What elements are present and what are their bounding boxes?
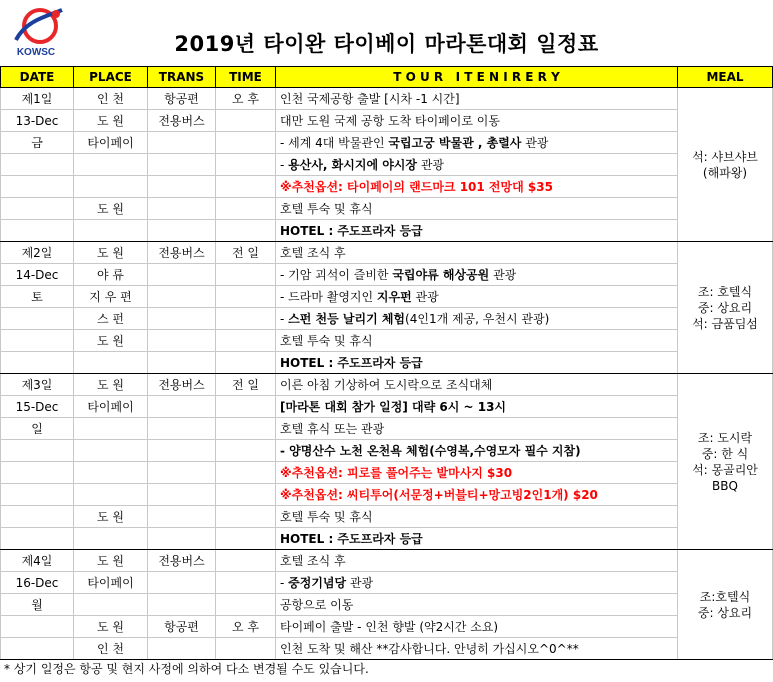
table-row [1,572,773,594]
date-cell: 일 [1,418,74,440]
date-cell [1,638,74,660]
meal-line: (해파왕) [702,165,748,180]
tour-text-part: 관광 [411,290,439,304]
table-row [1,594,773,616]
page-title: 2019년 타이완 타이베이 마라톤대회 일정표 [174,32,599,56]
time-cell [216,440,276,462]
meal-cell [678,374,773,550]
table-row [1,374,773,396]
date-cell [1,484,74,506]
date-cell: 13-Dec [1,110,74,132]
table-row [1,110,773,132]
tour-cell [276,286,678,308]
header-time: TIME [216,67,276,88]
time-cell [216,330,276,352]
trans-cell: 전용버스 [148,242,216,264]
header-place: PLACE [74,67,148,88]
tour-text-part: - [280,312,289,326]
table-row [1,528,773,550]
trans-cell [148,132,216,154]
time-cell [216,132,276,154]
tour-text-part: (4인1개 제공, 우천시 관광) [405,312,550,326]
tour-cell: 인천 도착 및 해산 **감사합니다. 안녕히 가십시오^0^** [276,638,678,660]
place-cell: 인 천 [74,638,148,660]
time-cell: 전 일 [216,242,276,264]
table-row [1,264,773,286]
place-cell: 도 원 [74,242,148,264]
tour-text-part: 관광 [417,158,444,172]
tour-cell [276,264,678,286]
tour-text-part: 국립고궁 박물관 , 총렬사 [388,136,522,150]
table-row [1,198,773,220]
tour-cell: 호텔 투숙 및 휴식 [276,198,678,220]
time-cell [216,506,276,528]
place-cell [74,462,148,484]
tour-text-part: - 드라마 촬영지인 [280,290,377,304]
meal-cell [678,242,773,374]
place-cell [74,528,148,550]
table-row [1,506,773,528]
date-cell: 제3일 [1,374,74,396]
tour-cell [276,154,678,176]
place-cell: 도 원 [74,374,148,396]
tour-cell: HOTEL : 주도프라자 등급 [276,220,678,242]
place-cell: 도 원 [74,616,148,638]
header-tour: T O U R I T E N I R E R Y [276,67,678,88]
tour-cell: ※추천옵션: 타이페이의 랜드마크 101 전망대 $35 [276,176,678,198]
tour-text-part: - 세계 4대 박물관인 [280,136,389,150]
tour-cell: 호텔 조식 후 [276,242,678,264]
itinerary-body [1,88,773,660]
time-cell [216,352,276,374]
date-cell: 16-Dec [1,572,74,594]
tour-text-part: 관광 [521,136,549,150]
place-cell [74,440,148,462]
trans-cell: 항공편 [148,616,216,638]
tour-text-part: - [280,158,289,172]
trans-cell [148,220,216,242]
tour-cell: 이른 아침 기상하여 도시락으로 조식대체 [276,374,678,396]
header-row [1,67,773,88]
trans-cell [148,440,216,462]
place-cell [74,220,148,242]
tour-text-part: - 기암 괴석이 즐비한 [280,268,393,282]
table-row [1,154,773,176]
place-cell: 도 원 [74,506,148,528]
trans-cell [148,176,216,198]
date-cell [1,528,74,550]
date-cell [1,308,74,330]
trans-cell: 항공편 [148,88,216,110]
place-cell: 타이페이 [74,396,148,418]
trans-cell [148,462,216,484]
time-cell [216,484,276,506]
trans-cell [148,330,216,352]
tour-text-part: - [280,576,289,590]
time-cell [216,594,276,616]
table-row [1,286,773,308]
trans-cell: 전용버스 [148,110,216,132]
date-cell [1,506,74,528]
meal-line: 조: 도시락 [697,430,753,445]
time-cell [216,418,276,440]
time-cell [216,638,276,660]
time-cell [216,154,276,176]
tour-text-part: 스펀 천등 날리기 체험 [288,312,406,326]
trans-cell [148,506,216,528]
date-cell [1,154,74,176]
trans-cell [148,198,216,220]
place-cell: 스 펀 [74,308,148,330]
tour-cell [276,308,678,330]
tour-text-part: 관광 [346,576,374,590]
place-cell: 도 원 [74,110,148,132]
header-date: DATE [1,67,74,88]
time-cell: 전 일 [216,374,276,396]
tour-cell: 인천 국제공항 출발 [시차 -1 시간] [276,88,678,110]
table-row [1,330,773,352]
date-cell [1,462,74,484]
table-row [1,638,773,660]
tour-cell: 호텔 조식 후 [276,550,678,572]
date-cell: 제2일 [1,242,74,264]
table-row [1,396,773,418]
meal-line: 중: 한 식 [701,446,749,461]
header-trans: TRANS [148,67,216,88]
time-cell [216,462,276,484]
place-cell [74,154,148,176]
date-cell: 금 [1,132,74,154]
place-cell [74,176,148,198]
meal-line: 조: 호텔식 [697,284,753,299]
table-row [1,220,773,242]
meal-line: BBQ [712,478,738,493]
time-cell [216,264,276,286]
table-row [1,418,773,440]
meal-cell [678,550,773,660]
table-row [1,88,773,110]
place-cell: 도 원 [74,198,148,220]
meal-line: 중: 상요리 [697,300,753,315]
tour-text-part: 국립야류 해상공원 [392,268,490,282]
table-row [1,484,773,506]
time-cell [216,286,276,308]
table-row [1,242,773,264]
title-area [0,0,773,66]
tour-text-part: 지우펀 [376,290,412,304]
date-cell: 제4일 [1,550,74,572]
meal-cell [678,88,773,242]
time-cell [216,110,276,132]
tour-cell: - 양명산수 노천 온천욕 체험(수영복,수영모자 필수 지참) [276,440,678,462]
trans-cell [148,264,216,286]
trans-cell [148,484,216,506]
meal-line: 조:호텔식 [699,589,751,604]
table-row [1,462,773,484]
place-cell: 타이페이 [74,572,148,594]
time-cell [216,396,276,418]
trans-cell [148,308,216,330]
table-row [1,440,773,462]
place-cell: 타이페이 [74,132,148,154]
date-cell [1,352,74,374]
date-cell [1,440,74,462]
time-cell [216,198,276,220]
table-row [1,308,773,330]
place-cell: 야 류 [74,264,148,286]
tour-cell: 대만 도원 국제 공항 도착 타이페이로 이동 [276,110,678,132]
trans-cell: 전용버스 [148,550,216,572]
meal-line: 석: 샤브샤브 [692,149,758,164]
table-row [1,176,773,198]
date-cell: 토 [1,286,74,308]
tour-cell [276,132,678,154]
time-cell [216,176,276,198]
date-cell: 14-Dec [1,264,74,286]
tour-cell: 호텔 투숙 및 휴식 [276,330,678,352]
tour-cell: HOTEL : 주도프라자 등급 [276,528,678,550]
footnote: * 상기 일정은 항공 및 현지 사정에 의하여 다소 변경될 수도 있습니다. [4,662,369,676]
place-cell [74,594,148,616]
tour-cell: ※추천옵션: 씨티투어(서문정+버블티+망고빙2인1개) $20 [276,484,678,506]
tour-text-part: 용산사, 화시지에 야시장 [288,158,417,172]
table-row [1,352,773,374]
tour-cell: 공항으로 이동 [276,594,678,616]
tour-text-part: 관광 [489,268,517,282]
date-cell: 제1일 [1,88,74,110]
time-cell [216,220,276,242]
tour-cell [276,572,678,594]
tour-cell: 호텔 휴식 또는 관광 [276,418,678,440]
place-cell: 지 우 편 [74,286,148,308]
time-cell [216,528,276,550]
trans-cell [148,286,216,308]
tour-cell: [마라톤 대회 참가 일정] 대략 6시 ~ 13시 [276,396,678,418]
logo-text: KOWSC [16,47,56,58]
trans-cell [148,594,216,616]
date-cell [1,616,74,638]
table-row [1,616,773,638]
date-cell [1,220,74,242]
date-cell: 15-Dec [1,396,74,418]
trans-cell [148,154,216,176]
trans-cell [148,352,216,374]
trans-cell [148,396,216,418]
place-cell: 인 천 [74,88,148,110]
place-cell [74,352,148,374]
trans-cell [148,528,216,550]
time-cell: 오 후 [216,616,276,638]
date-cell [1,330,74,352]
table-row [1,550,773,572]
trans-cell [148,572,216,594]
trans-cell [148,418,216,440]
place-cell: 도 원 [74,330,148,352]
trans-cell: 전용버스 [148,374,216,396]
time-cell [216,550,276,572]
tour-cell: 호텔 투숙 및 휴식 [276,506,678,528]
trans-cell [148,638,216,660]
table-row [1,132,773,154]
meal-line: 석: 몽골리안 [692,462,758,477]
tour-text-part: 중정기념당 [288,576,347,590]
tour-cell: ※추천옵션: 피로를 풀어주는 발마사지 $30 [276,462,678,484]
date-cell [1,176,74,198]
tour-cell: HOTEL : 주도프라자 등급 [276,352,678,374]
place-cell [74,484,148,506]
place-cell: 도 원 [74,550,148,572]
meal-line: 중: 상요리 [697,605,753,620]
time-cell [216,308,276,330]
itinerary-table [0,66,773,660]
time-cell [216,572,276,594]
time-cell: 오 후 [216,88,276,110]
date-cell: 월 [1,594,74,616]
header-meal: MEAL [678,67,773,88]
meal-line: 석: 금품딤섬 [692,316,758,331]
tour-cell: 타이페이 출발 - 인천 향발 (약2시간 소요) [276,616,678,638]
date-cell [1,198,74,220]
place-cell [74,418,148,440]
